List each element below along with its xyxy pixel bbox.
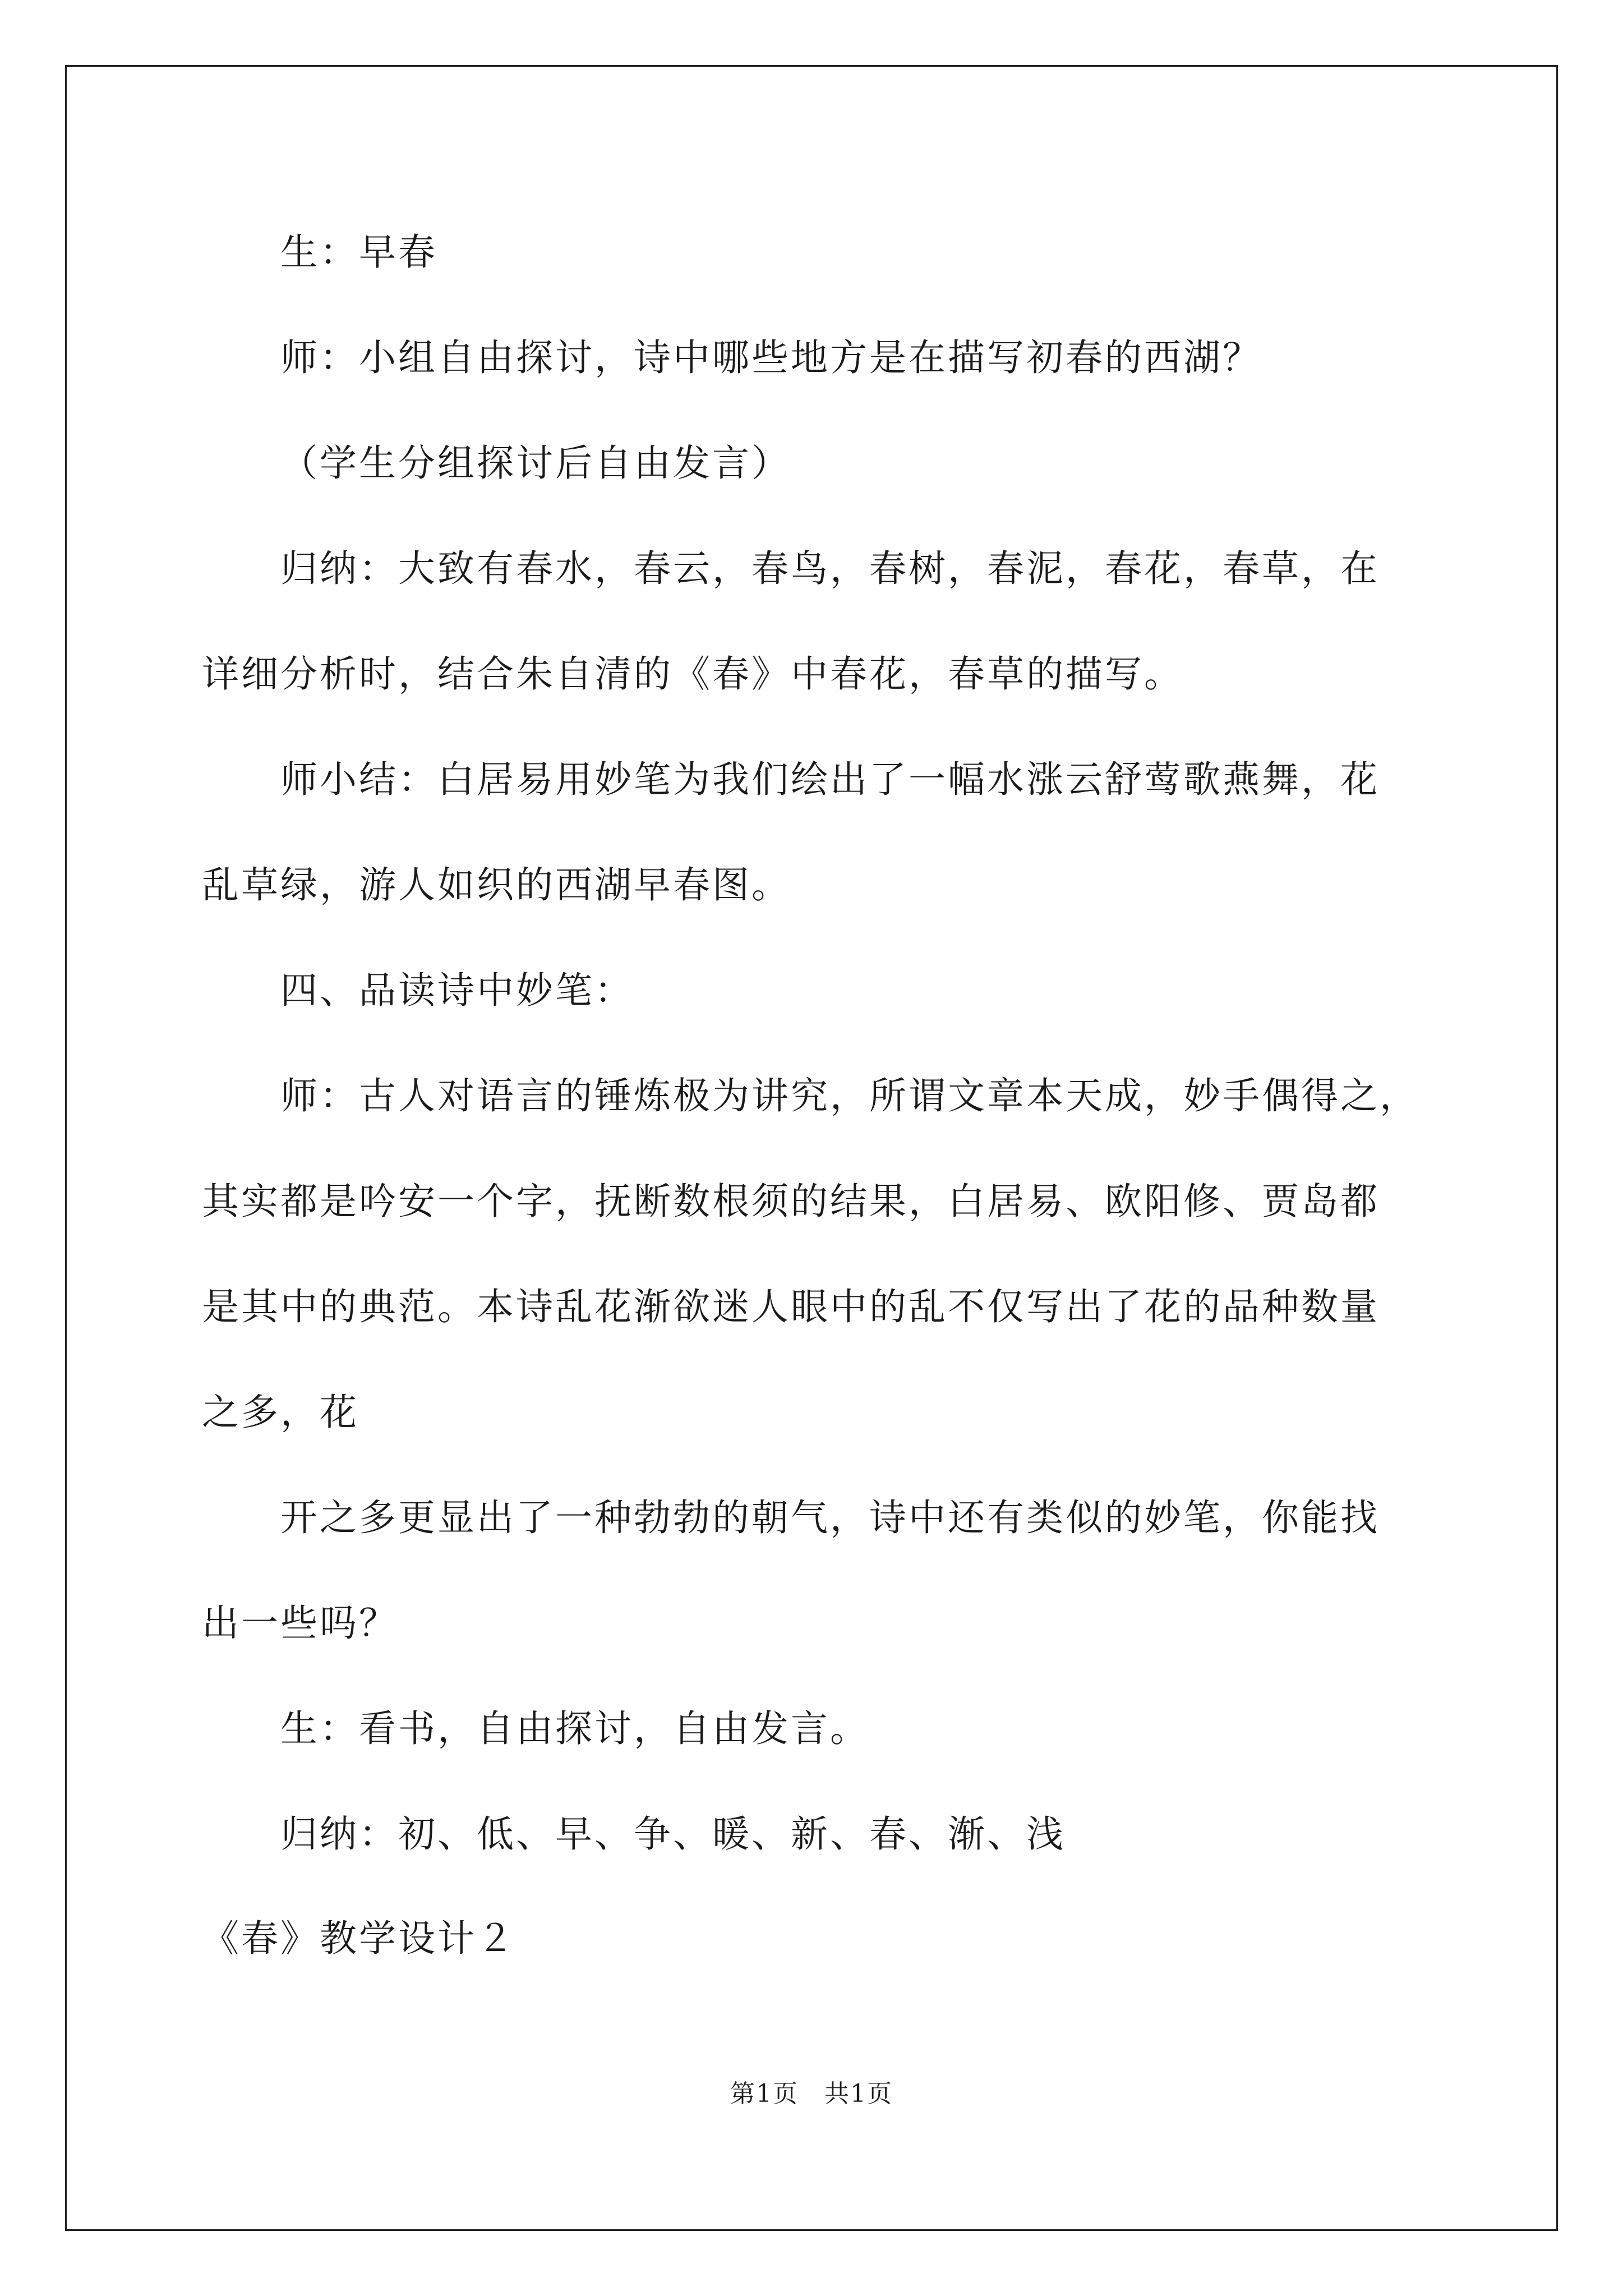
paragraph-line-6: 师小结：白居易用妙笔为我们绘出了一幅水涨云舒莺歌燕舞，花	[280, 758, 1380, 801]
paragraph-line-8: 四、品读诗中妙笔：	[280, 969, 634, 1012]
paragraph-line-10: 其实都是吟安一个字，抚断数根须的结果，白居易、欧阳修、贾岛都	[202, 1180, 1380, 1223]
paragraph-line-5: 详细分析时，结合朱自清的《春》中春花，春草的描写。	[202, 652, 1183, 696]
page-footer: 第1页 共1页	[730, 2079, 893, 2108]
paragraph-line-15: 生：看书，自由探讨，自由发言。	[280, 1707, 869, 1750]
paragraph-line-11: 是其中的典范。本诗乱花渐欲迷人眼中的乱不仅写出了花的品种数量	[202, 1285, 1380, 1328]
paragraph-line-4: 归纳：大致有春水，春云，春鸟，春树，春泥，春花，春草，在	[280, 547, 1380, 590]
paragraph-line-3: （学生分组探讨后自由发言）	[280, 441, 791, 485]
paragraph-line-1: 生：早春	[280, 231, 437, 274]
page-border	[65, 65, 1558, 2231]
paragraph-line-12: 之多，花	[202, 1391, 359, 1434]
paragraph-line-16: 归纳：初、低、早、争、暖、新、春、渐、浅	[280, 1812, 1066, 1856]
paragraph-line-7: 乱草绿，游人如织的西湖早春图。	[202, 863, 791, 907]
paragraph-line-2: 师：小组自由探讨，诗中哪些地方是在描写初春的西湖？	[280, 336, 1262, 379]
section-title: 《春》教学设计２	[202, 1917, 516, 1960]
paragraph-line-13: 开之多更显出了一种勃勃的朝气，诗中还有类似的妙笔，你能找	[280, 1496, 1380, 1539]
paragraph-line-9: 师：古人对语言的锤炼极为讲究，所谓文章本天成，妙手偶得之，	[280, 1074, 1419, 1117]
paragraph-line-14: 出一些吗？	[202, 1602, 398, 1645]
